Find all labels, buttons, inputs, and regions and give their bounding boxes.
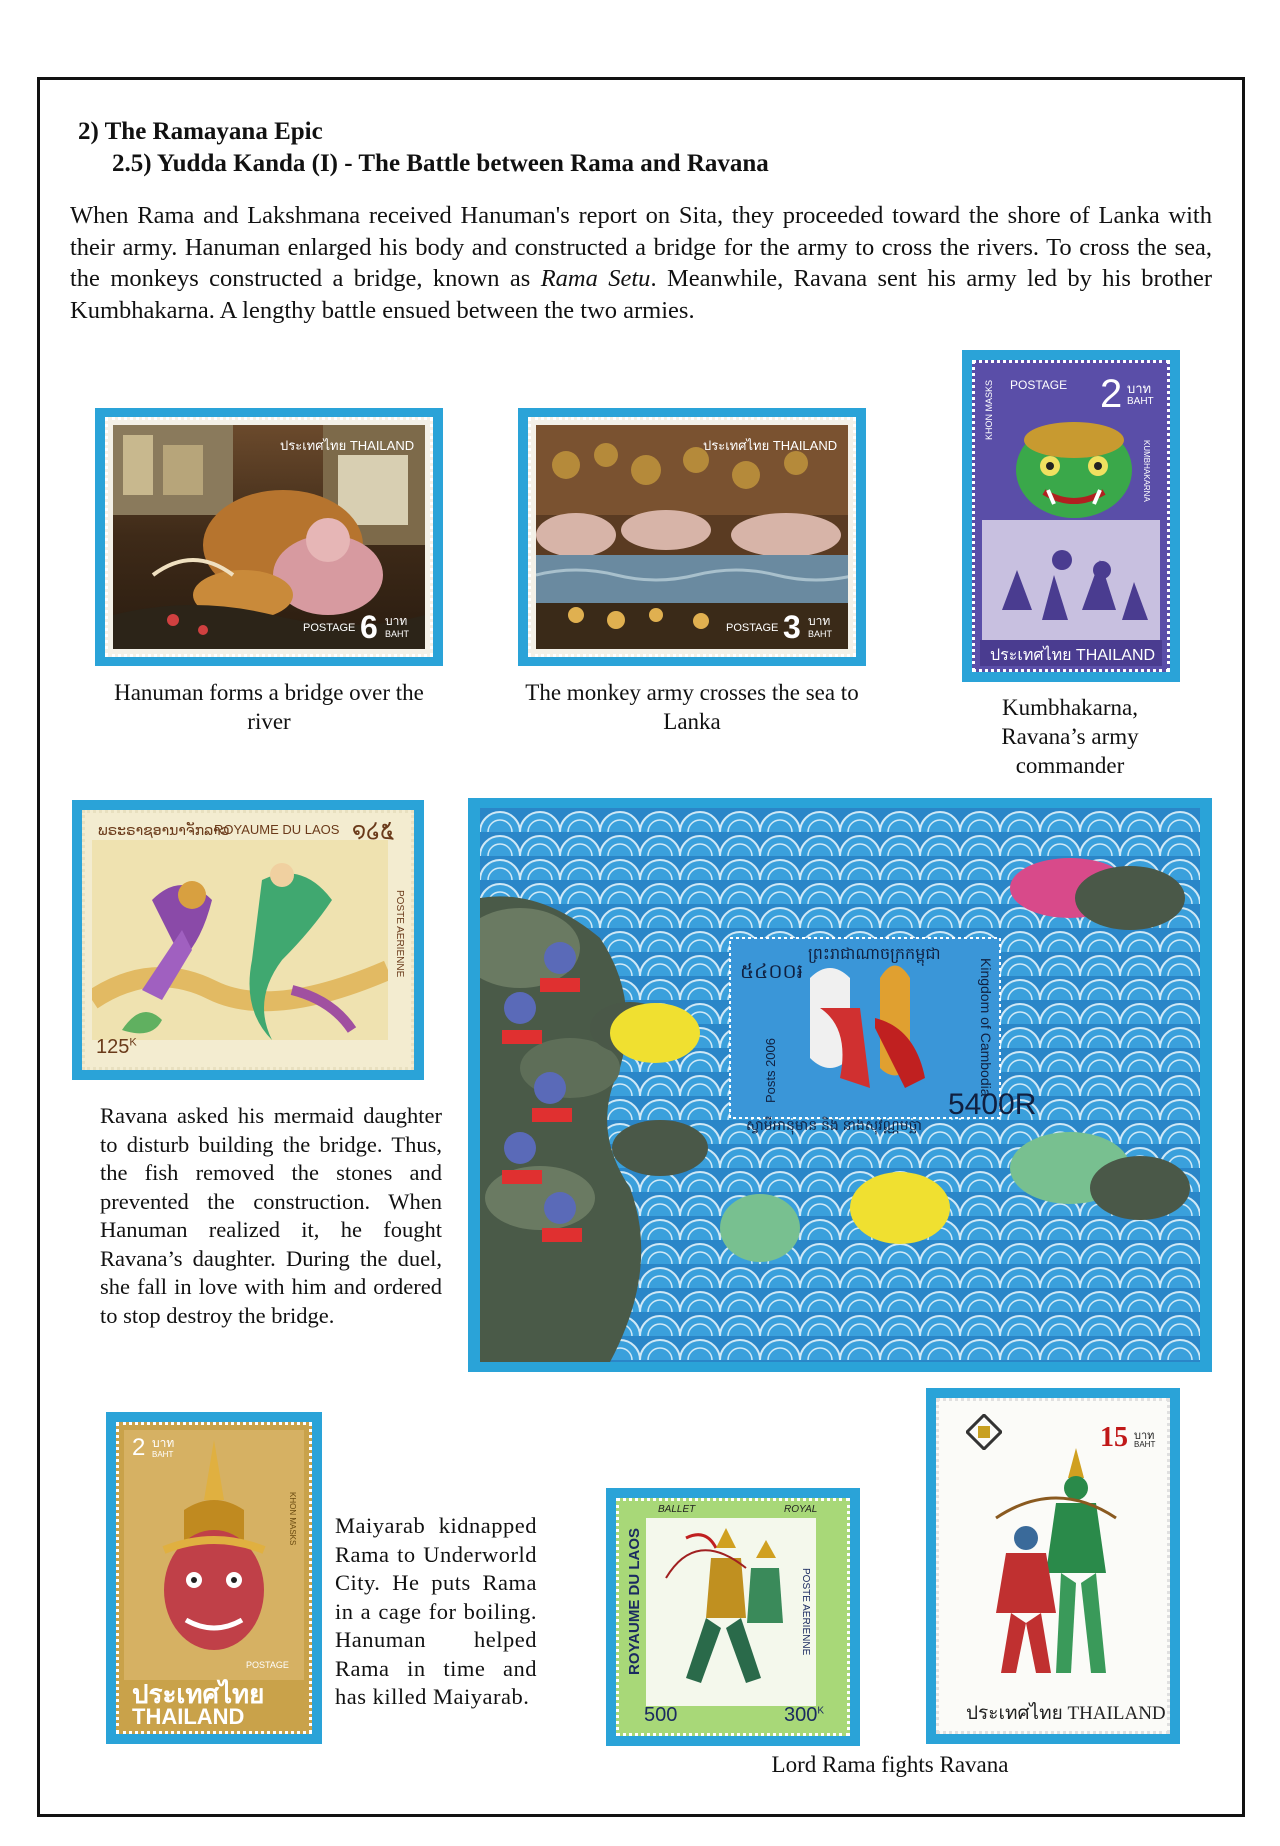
art-rama-ravana — [956, 1448, 1136, 1688]
stamp-unit: BAHT — [1134, 1440, 1156, 1449]
stamp-side-text: KHON MASKS — [288, 1492, 297, 1546]
stamp-value-unit: K — [817, 1705, 825, 1717]
caption-hanuman-bridge: Hanuman forms a bridge over the river — [114, 680, 424, 734]
sheet-art — [480, 808, 1200, 1362]
intro-italic: Rama Setu — [540, 265, 651, 292]
stamp-value-right-number: 300 — [784, 1704, 818, 1726]
stamp-unit: BAHT — [1127, 396, 1154, 407]
sheet-value: 5400R — [948, 1088, 1037, 1121]
stamp-postage-label: POSTAGE — [246, 1660, 289, 1670]
stamp-top-left: BALLET — [658, 1504, 696, 1515]
mural-art — [113, 425, 425, 649]
stamp-country-label: ROYAUME DU LAOS — [626, 1528, 643, 1675]
stamp-value-left-number: 500 — [644, 1704, 678, 1726]
stamp-country-label: ประเทศไทย THAILAND — [703, 438, 838, 453]
stamp-value: 15 — [1100, 1422, 1128, 1453]
stamp-kumbhakarna — [972, 360, 1170, 672]
art-laos-mermaid — [92, 840, 388, 1040]
stamp-rama-ravana — [936, 1398, 1170, 1734]
stamp-top-right: ROYAL — [784, 1504, 818, 1515]
stamp-country-lao: ພຣະຣາຊອານາຈັກລາວ — [98, 822, 230, 838]
stamp-side-text-right: KUMBHAKARNA — [1142, 440, 1151, 502]
sheet-cambodia — [480, 808, 1200, 1362]
stamp-side-text: KHON MASKS — [984, 380, 994, 441]
intro-paragraph — [70, 200, 1212, 326]
stamp-unit-thai: บาท — [1127, 381, 1152, 396]
stamp-value-left — [644, 1704, 677, 1727]
stamp-country-label: ROYAUME DU LAOS — [214, 822, 340, 837]
stamp-unit-thai: บาท — [808, 614, 831, 628]
mask-art — [124, 1430, 304, 1680]
stamp-laos-mermaid — [82, 810, 414, 1070]
stamp-country-label: ประเทศไทย THAILAND — [990, 647, 1156, 664]
stamp-mount-laos-ballet — [606, 1488, 860, 1746]
intro-text-1: When Rama and Lakshmana received Hanuman's report on Sita, they proceeded toward the shore of Lanka with their army. Hanuman enlarged his body and constructed a bridge for the army to cross the rivers. To cross the sea, the monkeys constructed a bridge, known as — [70, 202, 1212, 292]
mural-art — [536, 425, 848, 649]
stamp-postage-label: POSTAGE — [303, 622, 356, 634]
rama-ravana-art — [956, 1448, 1136, 1688]
intro-text-2: . Meanwhile, Ravana sent his army led by his brother Kumbhakarna. A lengthy battle ensued between the two armies. — [70, 265, 1212, 324]
sheet-country-english: Kingdom of Cambodia — [978, 958, 994, 1097]
mask-kumbhakarna — [982, 370, 1160, 648]
stamp-side-text: POSTE AERIENNE — [800, 1568, 811, 1656]
stamp-mount-maiyarab — [106, 1412, 322, 1744]
caption-rama-ravana: Lord Rama fights Ravana — [771, 1752, 1009, 1777]
stamp-postage-label: POSTAGE — [726, 622, 779, 634]
emblem-icon — [966, 1414, 1002, 1450]
stamp-unit: BAHT — [385, 629, 410, 639]
stamp-side-text: POSTE AERIENNE — [394, 890, 405, 978]
stamp-value: 3 — [783, 609, 801, 645]
stamp-country-label: ประเทศไทย THAILAND — [280, 438, 415, 453]
stamp-unit-thai: บาท — [385, 614, 408, 628]
stamp-laos-ballet — [616, 1498, 850, 1736]
caption-monkey-army: The monkey army crosses the sea to Lanka — [525, 680, 859, 734]
stamp-country-label: THAILAND — [132, 1704, 245, 1729]
stamp-value — [96, 1036, 137, 1059]
section-heading: 2.5) Yudda Kanda (I) - The Battle between Rama and Ravana — [112, 150, 769, 177]
stamp-unit-thai: บาท — [1134, 1430, 1155, 1442]
mural-monkey-army — [536, 425, 848, 649]
ballet-art — [646, 1518, 816, 1706]
stamp-country-label: ประเทศไทย THAILAND — [966, 1703, 1166, 1724]
stamp-country-thai: ประเทศไทย — [132, 1679, 265, 1709]
mural-hanuman-bridge — [113, 425, 425, 649]
stamp-value-right — [784, 1704, 824, 1727]
stamp-value-number: 125 — [96, 1036, 130, 1058]
stamp-unit: BAHT — [808, 629, 833, 639]
mask-maiyarab — [124, 1430, 304, 1680]
stamp-hanuman-bridge — [105, 417, 433, 657]
stamp-unit: BAHT — [152, 1450, 174, 1459]
mermaid-story-text: Ravana asked his mermaid daughter to disturb building the bridge. Thus, the fish removed the stones and prevented the construction. When Hanuman realized it, he fought Ravana’s daughter. During the duel, she fall in love with him and ordered to stop destroy the bridge. — [100, 1103, 442, 1328]
caption-kumbhakarna: Kumbhakarna, Ravana’s army commander — [1001, 695, 1139, 778]
sheet-year: Posts 2006 — [763, 1038, 778, 1104]
stamp-mount-rama-ravana — [926, 1388, 1180, 1744]
mask-art — [982, 370, 1160, 648]
mermaid-art — [92, 840, 388, 1040]
stamp-value: 2 — [1100, 372, 1123, 416]
logo-emblem — [966, 1414, 1002, 1450]
stamp-maiyarab — [116, 1422, 312, 1734]
stamp-mount-kumbhakarna — [962, 350, 1180, 682]
stamp-mount-laos-mermaid — [72, 800, 424, 1080]
stamp-monkey-army — [528, 417, 856, 657]
art-laos-ballet — [646, 1518, 816, 1706]
sheet-mount-cambodia — [468, 798, 1212, 1372]
stamp-mount-monkey-army — [518, 408, 866, 666]
stamp-value: 6 — [360, 609, 378, 645]
sheet-country-khmer: ព្រះរាជាណាចក្រកម្ពុជា — [808, 946, 941, 963]
stamp-value: 2 — [132, 1434, 146, 1461]
sheet-value-khmer: ៥៤០០៛ — [740, 961, 803, 983]
stamp-value-lao: ໑໒໕ — [352, 818, 394, 843]
stamp-postage-label: POSTAGE — [1010, 378, 1068, 392]
stamp-mount-hanuman-bridge — [95, 408, 443, 666]
maiyarab-story-text: Maiyarab kidnapped Rama to Underworld City. He puts Rama in a cage for boiling. Hanuman helped Rama in time and has killed Maiyarab. — [335, 1513, 537, 1709]
sheet-bottom-khmer: ស្វាមីអានុមាន និង នាងសុវណ្ណមច្ឆា — [746, 1117, 922, 1133]
stamp-unit-thai: บาท — [152, 1436, 175, 1450]
stamp-value-unit: K — [129, 1036, 137, 1049]
chapter-heading: 2) The Ramayana Epic — [78, 118, 323, 145]
